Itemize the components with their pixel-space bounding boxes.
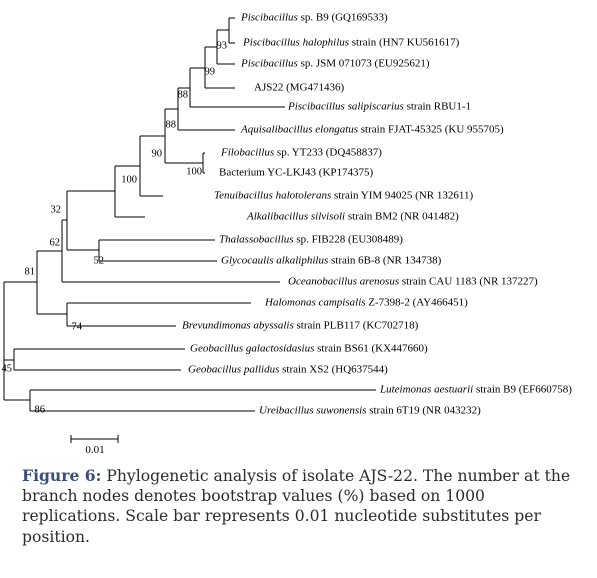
taxon-label bbox=[241, 125, 504, 136]
taxon-strain: strain YIM 94025 (NR 132611) bbox=[331, 189, 474, 202]
taxon-label bbox=[221, 148, 382, 159]
taxon-strain: Z-7398-2 (AY466451) bbox=[365, 296, 468, 309]
taxon-label bbox=[214, 191, 473, 202]
taxon-strain: sp. FIB228 (EU308489) bbox=[293, 233, 403, 246]
bootstrap-value: 62 bbox=[49, 237, 60, 249]
taxon-strain: strain BM2 (NR 041482) bbox=[345, 210, 459, 223]
bootstrap-value: 74 bbox=[71, 321, 82, 333]
bootstrap-value: 45 bbox=[1, 363, 12, 375]
taxon-strain: strain RBU1-1 bbox=[403, 100, 472, 113]
taxon-strain: strain B9 (EF660758) bbox=[473, 383, 572, 396]
taxon-genus: Ureibacillus suwonensis bbox=[259, 404, 367, 417]
taxon-genus: Piscibacillus bbox=[241, 11, 298, 24]
bootstrap-value: 88 bbox=[177, 89, 188, 101]
taxon-strain: Bacterium YC-LKJ43 (KP174375) bbox=[219, 166, 374, 179]
taxon-label bbox=[247, 212, 459, 223]
caption-label: Figure 6: bbox=[22, 466, 102, 485]
taxon-genus: Filobacillus bbox=[221, 146, 275, 159]
taxon-strain: strain BS61 (KX447660) bbox=[314, 342, 428, 355]
taxon-genus: Geobacillus pallidus bbox=[188, 363, 280, 376]
taxon-genus: Geobacillus galactosidasius bbox=[190, 342, 315, 355]
taxon-genus: Glycocaulis alkaliphilus bbox=[221, 254, 329, 267]
taxon-genus: Luteimonas aestuarii bbox=[380, 383, 474, 396]
taxon-label bbox=[219, 168, 373, 179]
bootstrap-value: 90 bbox=[151, 148, 162, 160]
taxon-label bbox=[243, 38, 459, 49]
bootstrap-value: 88 bbox=[165, 119, 176, 131]
taxon-genus: Aquisalibacillus elongatus bbox=[241, 123, 359, 136]
taxon-label bbox=[190, 344, 428, 355]
bootstrap-value: 93 bbox=[216, 40, 227, 52]
taxon-strain: strain PLB117 (KC702718) bbox=[293, 319, 419, 332]
taxon-label bbox=[241, 13, 388, 24]
bootstrap-value: 52 bbox=[93, 255, 104, 267]
taxon-label bbox=[221, 256, 441, 267]
taxon-genus: Piscibacillus bbox=[241, 57, 298, 70]
taxon-label bbox=[219, 235, 403, 246]
taxon-strain: strain 6B-8 (NR 134738) bbox=[328, 254, 442, 267]
taxon-label bbox=[288, 102, 471, 113]
taxon-label bbox=[254, 83, 344, 94]
taxon-strain: sp. YT233 (DQ458837) bbox=[274, 146, 382, 159]
taxon-genus: Oceanobacillus arenosus bbox=[288, 275, 400, 288]
bootstrap-value: 81 bbox=[24, 266, 35, 278]
scale-bar-label: 0.01 bbox=[85, 444, 105, 456]
taxon-label bbox=[188, 365, 388, 376]
taxon-strain: strain CAU 1183 (NR 137227) bbox=[399, 275, 538, 288]
figure-caption bbox=[22, 466, 582, 547]
bootstrap-value: 86 bbox=[34, 404, 45, 416]
taxon-label bbox=[182, 321, 418, 332]
taxon-strain: sp. B9 (GQ169533) bbox=[297, 11, 388, 24]
taxon-genus: Piscibacillus salipiscarius bbox=[288, 100, 404, 113]
taxon-label bbox=[288, 277, 538, 288]
taxon-strain: strain XS2 (HQ637544) bbox=[279, 363, 388, 376]
taxon-label bbox=[265, 298, 468, 309]
taxon-genus: Piscibacillus halophilus bbox=[243, 36, 350, 49]
bootstrap-value: 100 bbox=[121, 174, 137, 186]
taxon-label bbox=[380, 385, 572, 396]
caption-text: Phylogenetic analysis of isolate AJS-22. The number at the branch nodes denotes bootstrap values (%) based on 1000 replications. Scale bar represents 0.01 nucleotide substitutes per position. bbox=[22, 467, 571, 546]
bootstrap-value: 32 bbox=[50, 204, 61, 216]
bootstrap-value: 99 bbox=[204, 66, 215, 78]
taxon-strain: sp. JSM 071073 (EU925621) bbox=[297, 57, 430, 70]
taxon-genus: Halomonas campisalis bbox=[265, 296, 366, 309]
taxon-strain: strain 6T19 (NR 043232) bbox=[366, 404, 481, 417]
taxon-strain: AJS22 (MG471436) bbox=[254, 81, 345, 94]
bootstrap-value: 100 bbox=[186, 166, 202, 178]
taxon-strain: strain (HN7 KU561617) bbox=[349, 36, 460, 49]
taxon-genus: Tenuibacillus halotolerans bbox=[214, 189, 332, 202]
taxon-label bbox=[259, 406, 481, 417]
taxon-genus: Alkalibacillus silvisoli bbox=[247, 210, 346, 223]
taxon-strain: strain FJAT-45325 (KU 955705) bbox=[358, 123, 504, 136]
taxon-genus: Brevundimonas abyssalis bbox=[182, 319, 294, 332]
taxon-label bbox=[241, 59, 430, 70]
taxon-genus: Thalassobacillus bbox=[219, 233, 294, 246]
